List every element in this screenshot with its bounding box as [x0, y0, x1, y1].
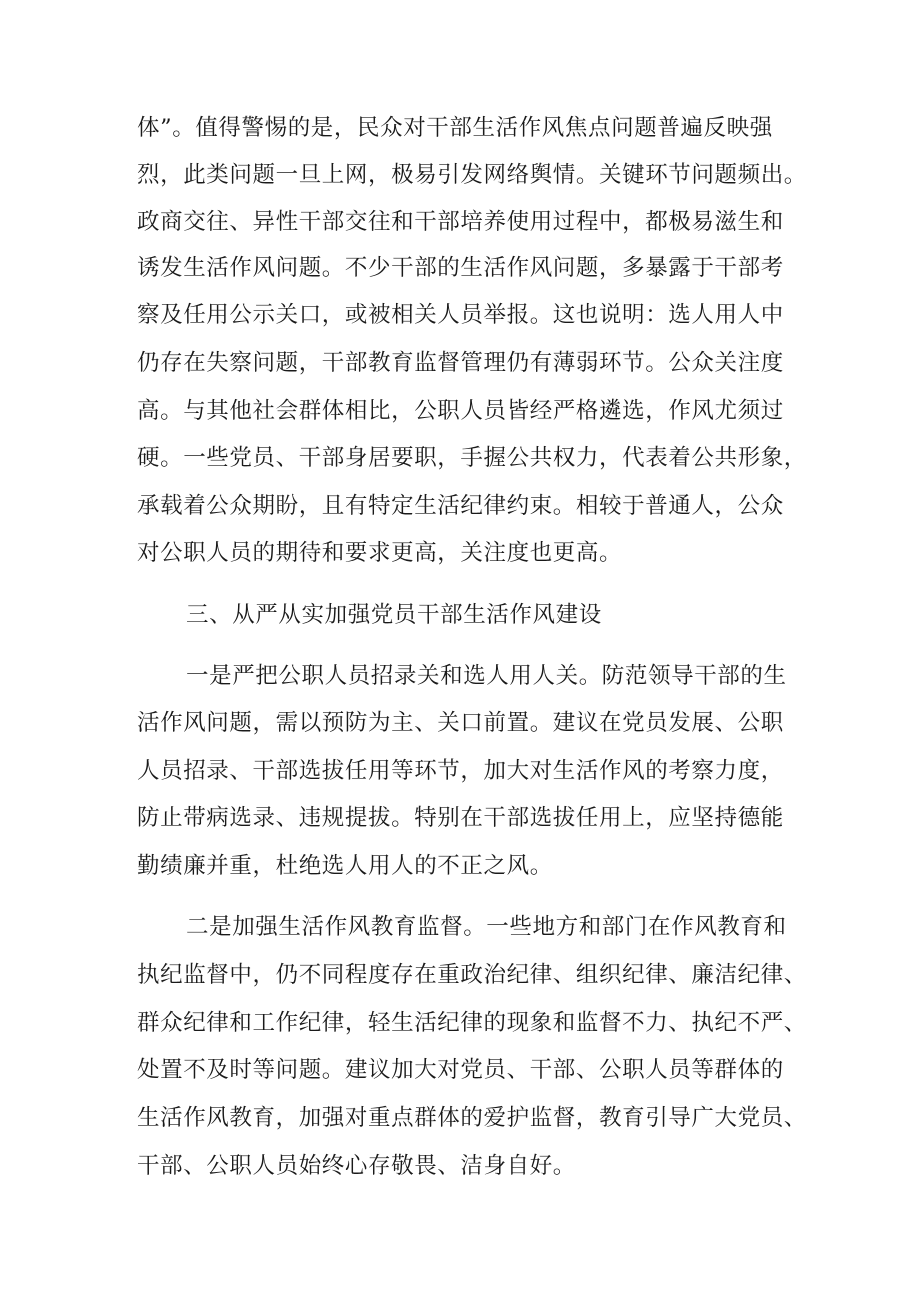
body-text-line: 烈，此类问题一旦上网，极易引发网络舆情。关键环节问题频出。: [137, 162, 807, 188]
body-text-line: 体”。值得警惕的是，民众对干部生活作风焦点问题普遍反映强: [137, 115, 773, 141]
body-text-line: 生活作风教育，加强对重点群体的爱护监督，教育引导广大党员、: [137, 1105, 807, 1131]
body-text-line: 硬。一些党员、干部身居要职，手握公共权力，代表着公共形象，: [137, 445, 807, 471]
body-text-line: 察及任用公示关口，或被相关人员举报。这也说明：选人用人中: [137, 302, 784, 328]
body-text-line: 诱发生活作风问题。不少干部的生活作风问题，多暴露于干部考: [137, 255, 784, 281]
body-text-line: 对公职人员的期待和要求更高，关注度也更高。: [137, 540, 623, 566]
body-text-line: 高。与其他社会群体相比，公职人员皆经严格遴选，作风尤须过: [137, 398, 784, 424]
body-text-line: 仍存在失察问题，干部教育监督管理仍有薄弱环节。公众关注度: [137, 350, 784, 376]
body-text-line: 二是加强生活作风教育监督。一些地方和部门在作风教育和: [186, 914, 787, 940]
body-text-line: 处置不及时等问题。建议加大对党员、干部、公职人员等群体的: [137, 1057, 784, 1083]
body-text-line: 防止带病选录、违规提拔。特别在干部选拔任用上，应坚持德能: [137, 805, 784, 831]
body-text-line: 承载着公众期盼，且有特定生活纪律约束。相较于普通人，公众: [137, 493, 784, 519]
body-text-line: 人员招录、干部选拔任用等环节，加大对生活作风的考察力度，: [137, 758, 784, 784]
section-heading: 三、从严从实加强党员干部生活作风建设: [186, 602, 602, 628]
body-text-line: 执纪监督中，仍不同程度存在重政治纪律、组织纪律、廉洁纪律、: [137, 962, 807, 988]
body-text-line: 群众纪律和工作纪律，轻生活纪律的现象和监督不力、执纪不严、: [137, 1010, 807, 1036]
body-text-line: 一是严把公职人员招录关和选人用人关。防范领导干部的生: [186, 663, 787, 689]
body-text-line: 活作风问题，需以预防为主、关口前置。建议在党员发展、公职: [137, 710, 784, 736]
body-text-line: 政商交往、异性干部交往和干部培养使用过程中，都极易滋生和: [137, 209, 784, 235]
body-text-line: 干部、公职人员始终心存敬畏、洁身自好。: [137, 1153, 576, 1179]
body-text-line: 勤绩廉并重，杜绝选人用人的不正之风。: [137, 853, 553, 879]
